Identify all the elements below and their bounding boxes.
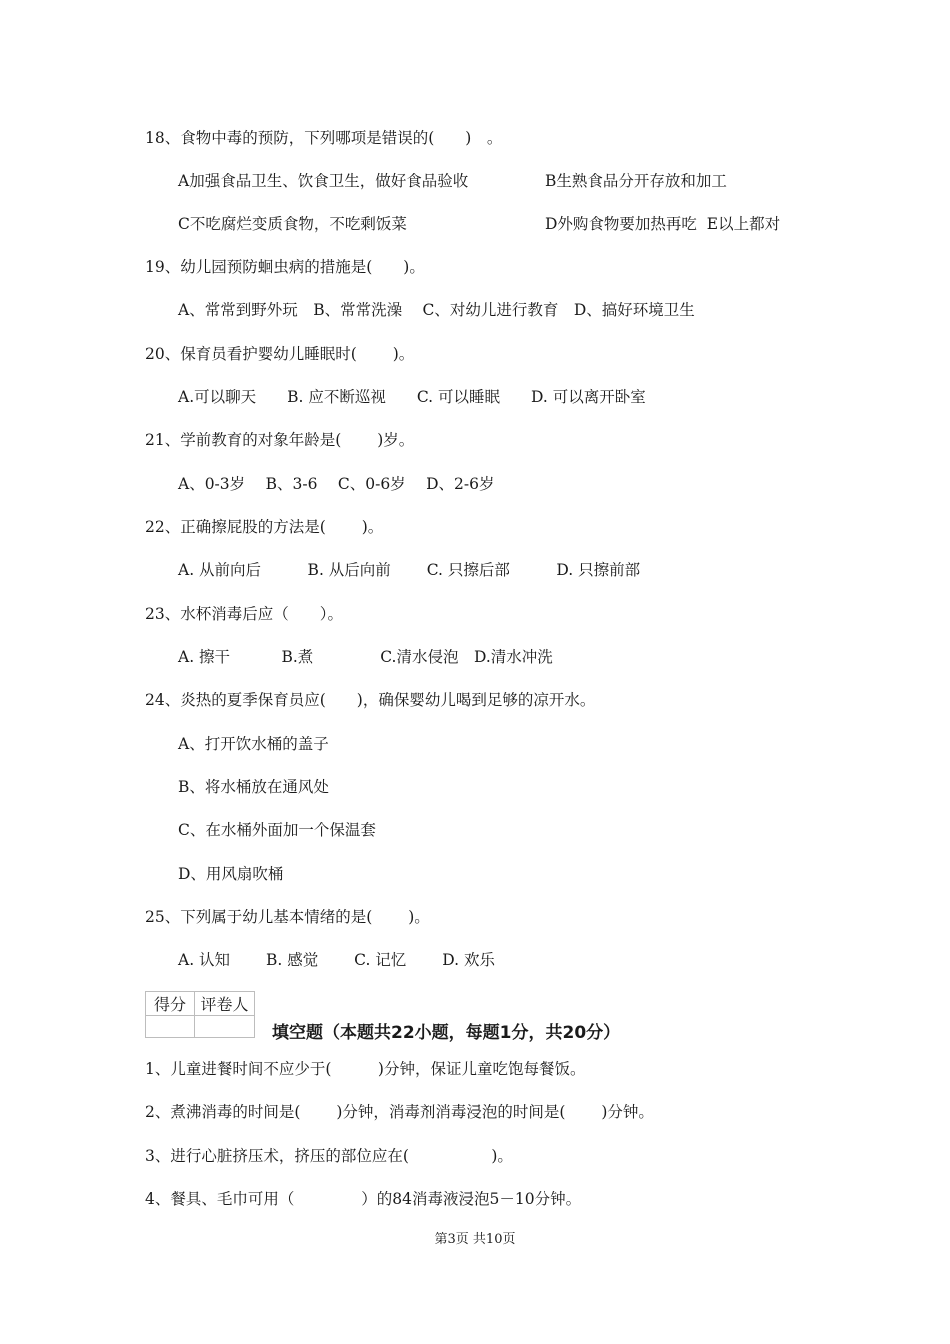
score-table [145,991,255,1038]
section-title: 填空题（本题共22小题，每题1分，共20分） [272,1023,621,1043]
page-footer: 第3页 共10页 [434,1232,516,1247]
question-18-option-d-e: D外购食物要加热再吃 E以上都对 [545,215,781,233]
fill-question-4: 4、餐具、毛巾可用（ ）的84消毒液浸泡5－10分钟。 [145,1190,582,1208]
question-19-options: A、常常到野外玩 B、常常洗澡 C、对幼儿进行教育 D、搞好环境卫生 [178,301,695,319]
question-24-option-b: B、将水桶放在通风处 [178,778,329,796]
question-24-option-a: A、打开饮水桶的盖子 [178,735,329,753]
question-25-stem: 25、下列属于幼儿基本情绪的是( )。 [145,908,430,926]
score-cell [146,1016,195,1038]
grader-header: 评卷人 [195,992,255,1016]
question-18-option-a: A加强食品卫生、饮食卫生，做好食品验收 [178,172,469,190]
question-24-option-d: D、用风扇吹桶 [178,865,284,883]
question-18-option-c: C不吃腐烂变质食物，不吃剩饭菜 [178,215,407,233]
question-21-options: A、0-3岁 B、3-6 C、0-6岁 D、2-6岁 [178,475,495,493]
question-19-stem: 19、幼儿园预防蛔虫病的措施是( )。 [145,258,425,276]
question-20-stem: 20、保育员看护婴幼儿睡眠时( )。 [145,345,415,363]
question-18-option-b: B生熟食品分开存放和加工 [545,172,727,190]
grader-cell [195,1016,255,1038]
question-23-options: A. 擦干 B.煮 C.清水侵泡 D.清水冲洗 [178,648,553,666]
fill-question-3: 3、进行心脏挤压术，挤压的部位应在( )。 [145,1147,513,1165]
question-25-options: A. 认知 B. 感觉 C. 记忆 D. 欢乐 [178,951,495,969]
fill-question-2: 2、煮沸消毒的时间是( )分钟，消毒剂消毒浸泡的时间是( )分钟。 [145,1103,654,1121]
fill-question-1: 1、儿童进餐时间不应少于( )分钟，保证儿童吃饱每餐饭。 [145,1060,586,1078]
question-18-stem: 18、食物中毒的预防，下列哪项是错误的( ) 。 [145,129,503,147]
question-24-stem: 24、炎热的夏季保育员应( )，确保婴幼儿喝到足够的凉开水。 [145,691,596,709]
score-header: 得分 [146,992,195,1016]
question-24-option-c: C、在水桶外面加一个保温套 [178,821,376,839]
question-23-stem: 23、水杯消毒后应（ ）。 [145,605,343,623]
question-22-stem: 22、正确擦屁股的方法是( )。 [145,518,384,536]
question-22-options: A. 从前向后 B. 从后向前 C. 只擦后部 D. 只擦前部 [178,561,641,579]
question-20-options: A.可以聊天 B. 应不断巡视 C. 可以睡眠 D. 可以离开卧室 [178,388,646,406]
question-21-stem: 21、学前教育的对象年龄是( )岁。 [145,431,415,449]
